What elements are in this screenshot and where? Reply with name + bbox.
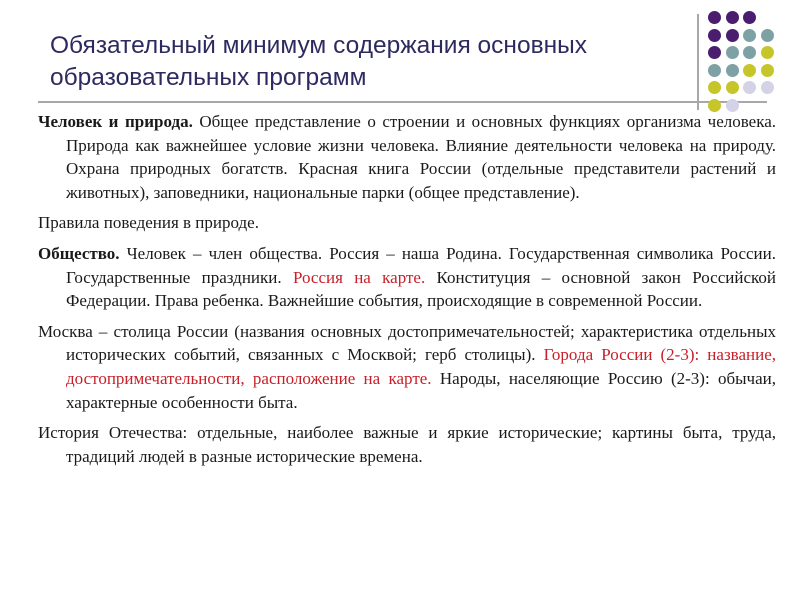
moscow-text-2: Народы, населяющие Россию (2-3): обычаи, характерные особенности быта. xyxy=(66,368,776,412)
society-text-2: Конституция – основной закон Российской Федерации. Права ребенка. Важнейшие события, происходящие в современной России. xyxy=(66,267,776,311)
decorative-dot xyxy=(708,11,721,24)
nature-text: Общее представление о строении и основных функциях организма человека. Природа как важнейшее условие жизни человека. Влияние деятельности человека на природу. Охрана природных богатств. Красная книга России (отдельные представители растений и животных), заповедники, национальные парки (общее представление). xyxy=(66,112,776,202)
decorative-dot xyxy=(708,81,721,94)
decorative-dot xyxy=(743,29,756,42)
decorative-dot xyxy=(708,64,721,77)
decorative-dot xyxy=(726,64,739,77)
slide-title: Обязательный минимум содержания основных образовательных программ xyxy=(50,32,587,91)
decorative-dot xyxy=(708,29,721,42)
society-text-1: Человек – член общества. Россия – наша Родина. Государственная символика России. Государственные праздники. xyxy=(66,243,776,287)
history-text: История Отечества: отдельные, наиболее важные и яркие исторические; картины быта, труда, традиций людей в разные исторические времена. xyxy=(38,423,776,466)
horizontal-rule xyxy=(38,101,767,103)
decorative-dot xyxy=(761,64,774,77)
decorative-dot xyxy=(743,46,756,59)
paragraph-history xyxy=(38,421,776,468)
decorative-dot xyxy=(743,64,756,77)
society-heading: Общество. xyxy=(38,243,120,263)
decorative-dot xyxy=(708,46,721,59)
paragraph-moscow xyxy=(38,320,776,414)
decorative-dot xyxy=(726,46,739,59)
slide-content xyxy=(38,110,776,475)
decorative-dot xyxy=(726,29,739,42)
decorative-dot xyxy=(743,11,756,24)
decorative-dot xyxy=(726,81,739,94)
paragraph-rules xyxy=(38,211,776,235)
decorative-dot xyxy=(761,81,774,94)
society-highlight: Россия на карте. xyxy=(292,267,426,287)
rules-text: Правила поведения в природе. xyxy=(38,213,259,233)
vertical-rule xyxy=(697,14,699,110)
nature-heading: Человек и природа. xyxy=(38,112,193,131)
paragraph-nature xyxy=(38,110,776,204)
paragraph-society xyxy=(38,242,776,313)
decorative-dot xyxy=(761,46,774,59)
decorative-dot xyxy=(761,29,774,42)
moscow-text-1: Москва – столица России (названия основных достопримечательностей; характеристика отдельных исторических событий, связанных с Москвой; герб столицы). xyxy=(38,321,776,365)
moscow-highlight: Города России (2-3): название, достопримечательности, расположение на карте. xyxy=(66,345,776,388)
decorative-dot xyxy=(726,11,739,24)
decorative-dot xyxy=(743,81,756,94)
